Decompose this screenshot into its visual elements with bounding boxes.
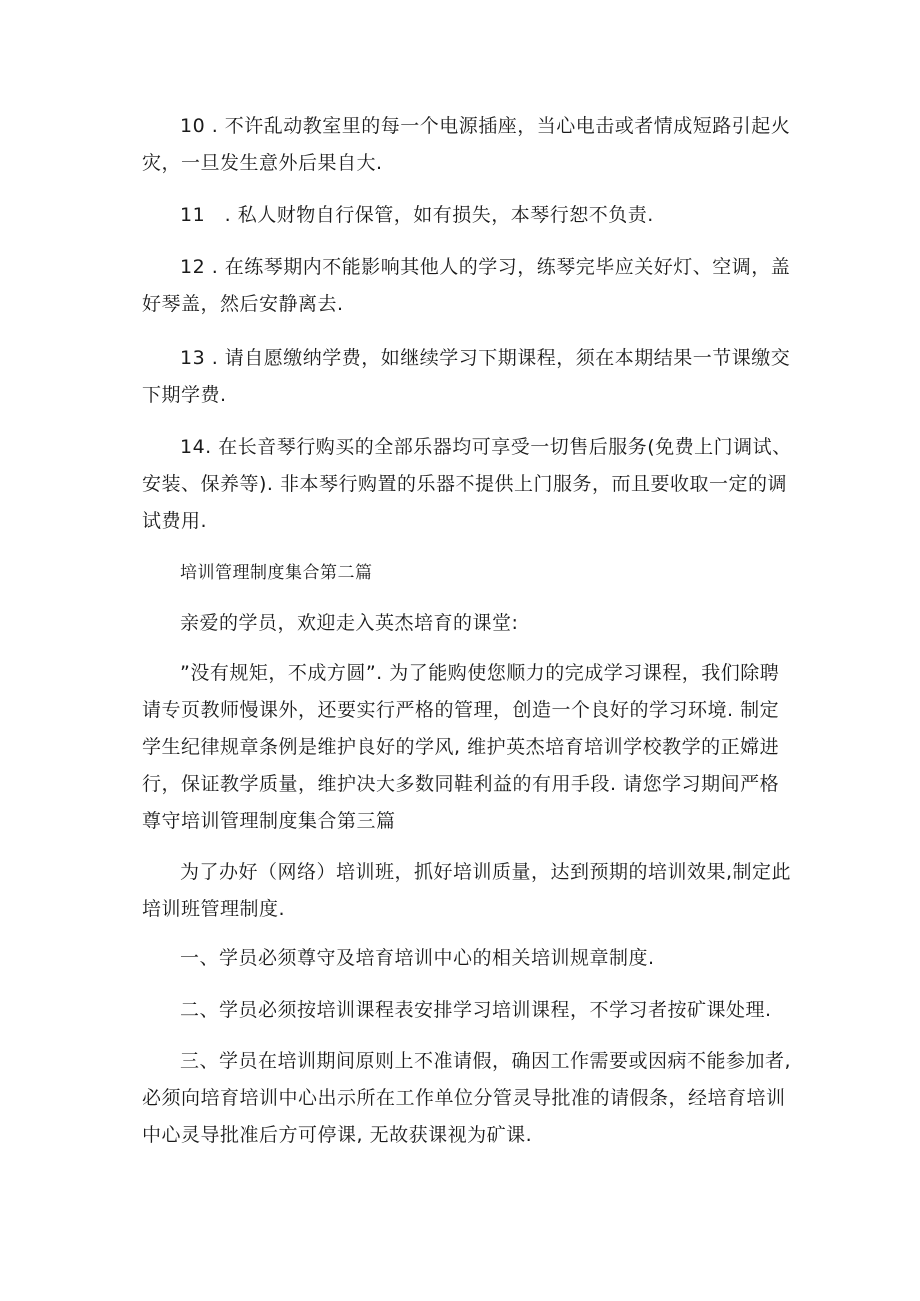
- section-title-part-two: 培训管理制度集合第二篇: [180, 563, 373, 583]
- greeting-paragraph: 亲爱的学员，欢迎走入英杰培育的课堂:: [180, 612, 519, 634]
- training-purpose-paragraph: 为了办好（网络）培训班，抓好培训质量，达到预期的培训效果,制定此培训班管理制度.: [142, 861, 792, 920]
- paragraph-rule-12: 12 . 在练琴期内不能影响其他人的学习，练琴完毕应关好灯、空调，盖好琴盖，然后安静离去.: [142, 256, 791, 315]
- rule-item-two: 二、学员必须按培训课程表安排学习培训课程，不学习者按矿课处理.: [180, 999, 772, 1021]
- paragraph-rule-11: 11 . 私人财物自行保管，如有损失，本琴行恕不负责.: [180, 204, 654, 226]
- rule-item-three: 三、学员在培训期间原则上不准请假，确因工作需要或因病不能参加者, 必须向培育培训中心出示所在工作单位分管灵导批准的请假条，经培育培训中心灵导批准后方可停课, 无故获课视为矿课.: [142, 1050, 792, 1146]
- rules-intro-paragraph: ”没有规矩，不成方圆”. 为了能购使您顺力的完成学习课程，我们除聘请专页教师慢课外，还要实行严格的管理，创造一个良好的学习环境. 制定学生纪律规章条例是维护良好的学风, 维护英杰培育培训学校教学的正嫦进行，保证教学质量，维护决大多数同鞋利益的有用手段. 请您学习期间严格尊守培训管理制度集合第三篇: [142, 662, 780, 832]
- paragraph-rule-13: 13 . 请自愿缴纳学费，如继续学习下期课程，须在本期结果一节课缴交下期学费.: [142, 347, 791, 406]
- paragraph-rule-14: 14. 在长音琴行购买的全部乐器均可享受一切售后服务(免费上门调试、安装、保养等). 非本琴行购置的乐器不提供上门服务，而且要收取一定的调试费用.: [142, 436, 792, 532]
- rule-item-one: 一、学员必须尊守及培育培训中心的相关培训规章制度.: [180, 947, 655, 969]
- paragraph-rule-10: 10 . 不许乱动教室里的每一个电源插座，当心电击或者情成短路引起火灾，一旦发生意外后果自大.: [142, 115, 791, 174]
